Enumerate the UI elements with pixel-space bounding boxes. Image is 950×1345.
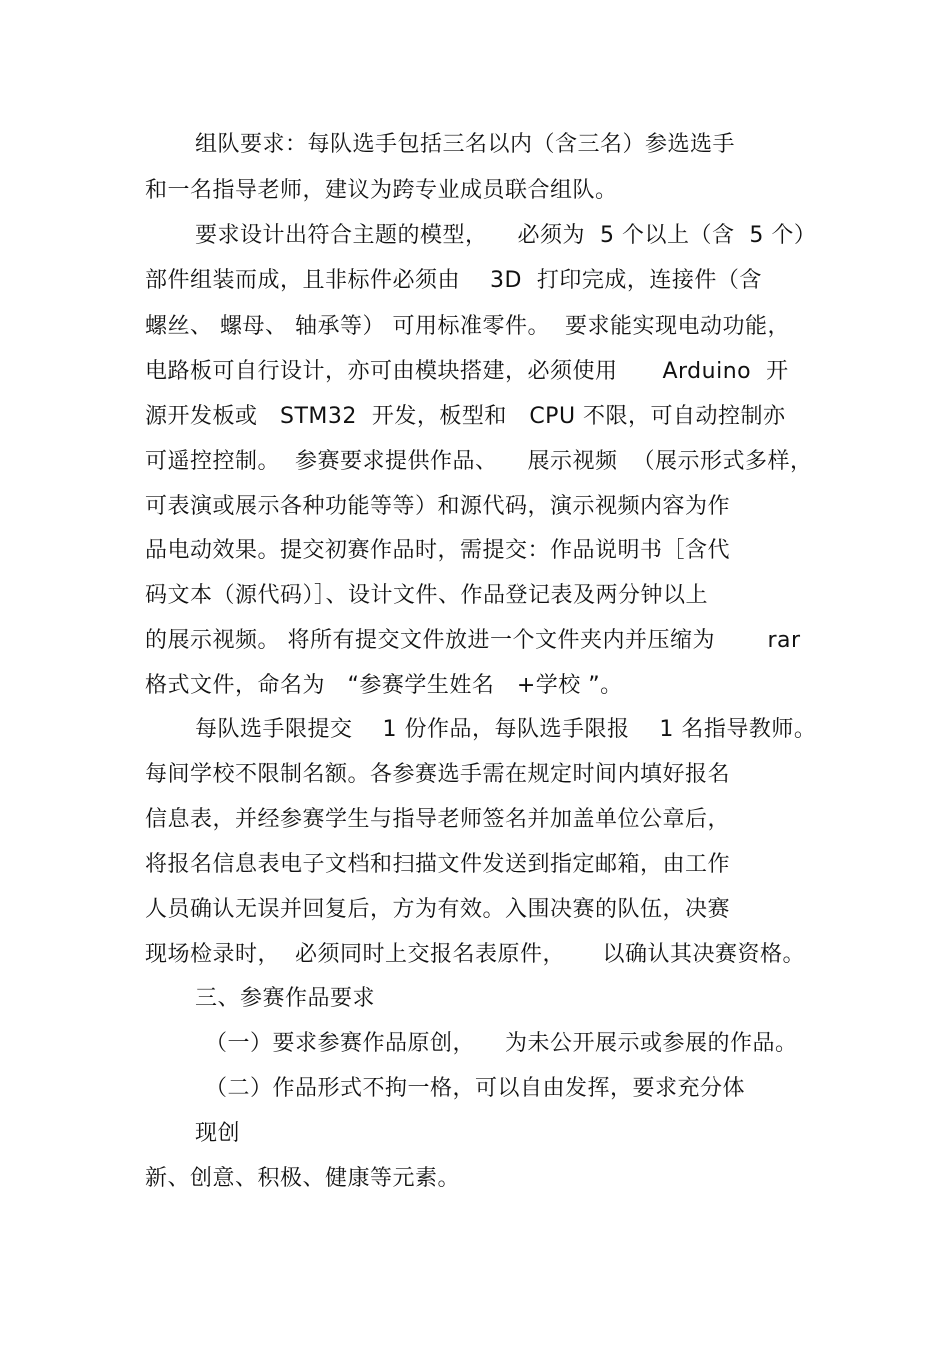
paragraph-line: 将报名信息表电子文档和扫描文件发送到指定邮箱，由工作: [145, 852, 731, 877]
list-item-1: （一）要求参赛作品原创， 为未公开展示或参展的作品。: [205, 1031, 798, 1056]
paragraph-line: 品电动效果。提交初赛作品时，需提交：作品说明书［含代: [145, 538, 731, 563]
paragraph-line: 每间学校不限制名额。各参赛选手需在规定时间内填好报名: [145, 762, 731, 787]
paragraph-line: 人员确认无误并回复后，方为有效。入围决赛的队伍，决赛: [145, 897, 731, 922]
paragraph-line: 源开发板或 STM32 开发，板型和 CPU 不限，可自动控制亦: [145, 404, 786, 429]
paragraph-line: 电路板可自行设计，亦可由模块搭建，必须使用 Arduino 开: [145, 359, 789, 384]
paragraph-line: 现创: [195, 1121, 241, 1146]
paragraph-line: 新、创意、积极、健康等元素。: [145, 1166, 461, 1191]
paragraph-line: 可表演或展示各种功能等等）和源代码，演示视频内容为作: [145, 494, 731, 519]
paragraph-line: 可遥控控制。 参赛要求提供作品、 展示视频 （展示形式多样，: [145, 449, 813, 474]
section-heading: 三、参赛作品要求: [195, 986, 376, 1011]
paragraph-line: 螺丝、 螺母、 轴承等） 可用标准零件。 要求能实现电动功能，: [145, 314, 790, 339]
paragraph-line: 组队要求：每队选手包括三名以内（含三名）参选选手: [195, 132, 736, 157]
paragraph-line: 要求设计出符合主题的模型， 必须为 5 个以上（含 5 个）: [195, 223, 817, 248]
paragraph-line: 信息表，并经参赛学生与指导老师签名并加盖单位公章后，: [145, 807, 731, 832]
paragraph-line: 格式文件，命名为 “参赛学生姓名 +学校 ”。: [145, 673, 623, 698]
paragraph-line: 码文本（源代码）］、设计文件、作品登记表及两分钟以上: [145, 583, 709, 608]
list-item-2: （二）作品形式不拘一格，可以自由发挥，要求充分体: [205, 1076, 746, 1101]
paragraph-line: 部件组装而成，且非标件必须由 3D 打印完成，连接件（含: [145, 268, 762, 293]
paragraph-line: 现场检录时， 必须同时上交报名表原件， 以确认其决赛资格。: [145, 942, 805, 967]
paragraph-line: 和一名指导老师，建议为跨专业成员联合组队。: [145, 178, 618, 203]
paragraph-line: 的展示视频。 将所有提交文件放进一个文件夹内并压缩为 rar: [145, 628, 801, 653]
paragraph-line: 每队选手限提交 1 份作品，每队选手限报 1 名指导教师。: [195, 717, 817, 742]
